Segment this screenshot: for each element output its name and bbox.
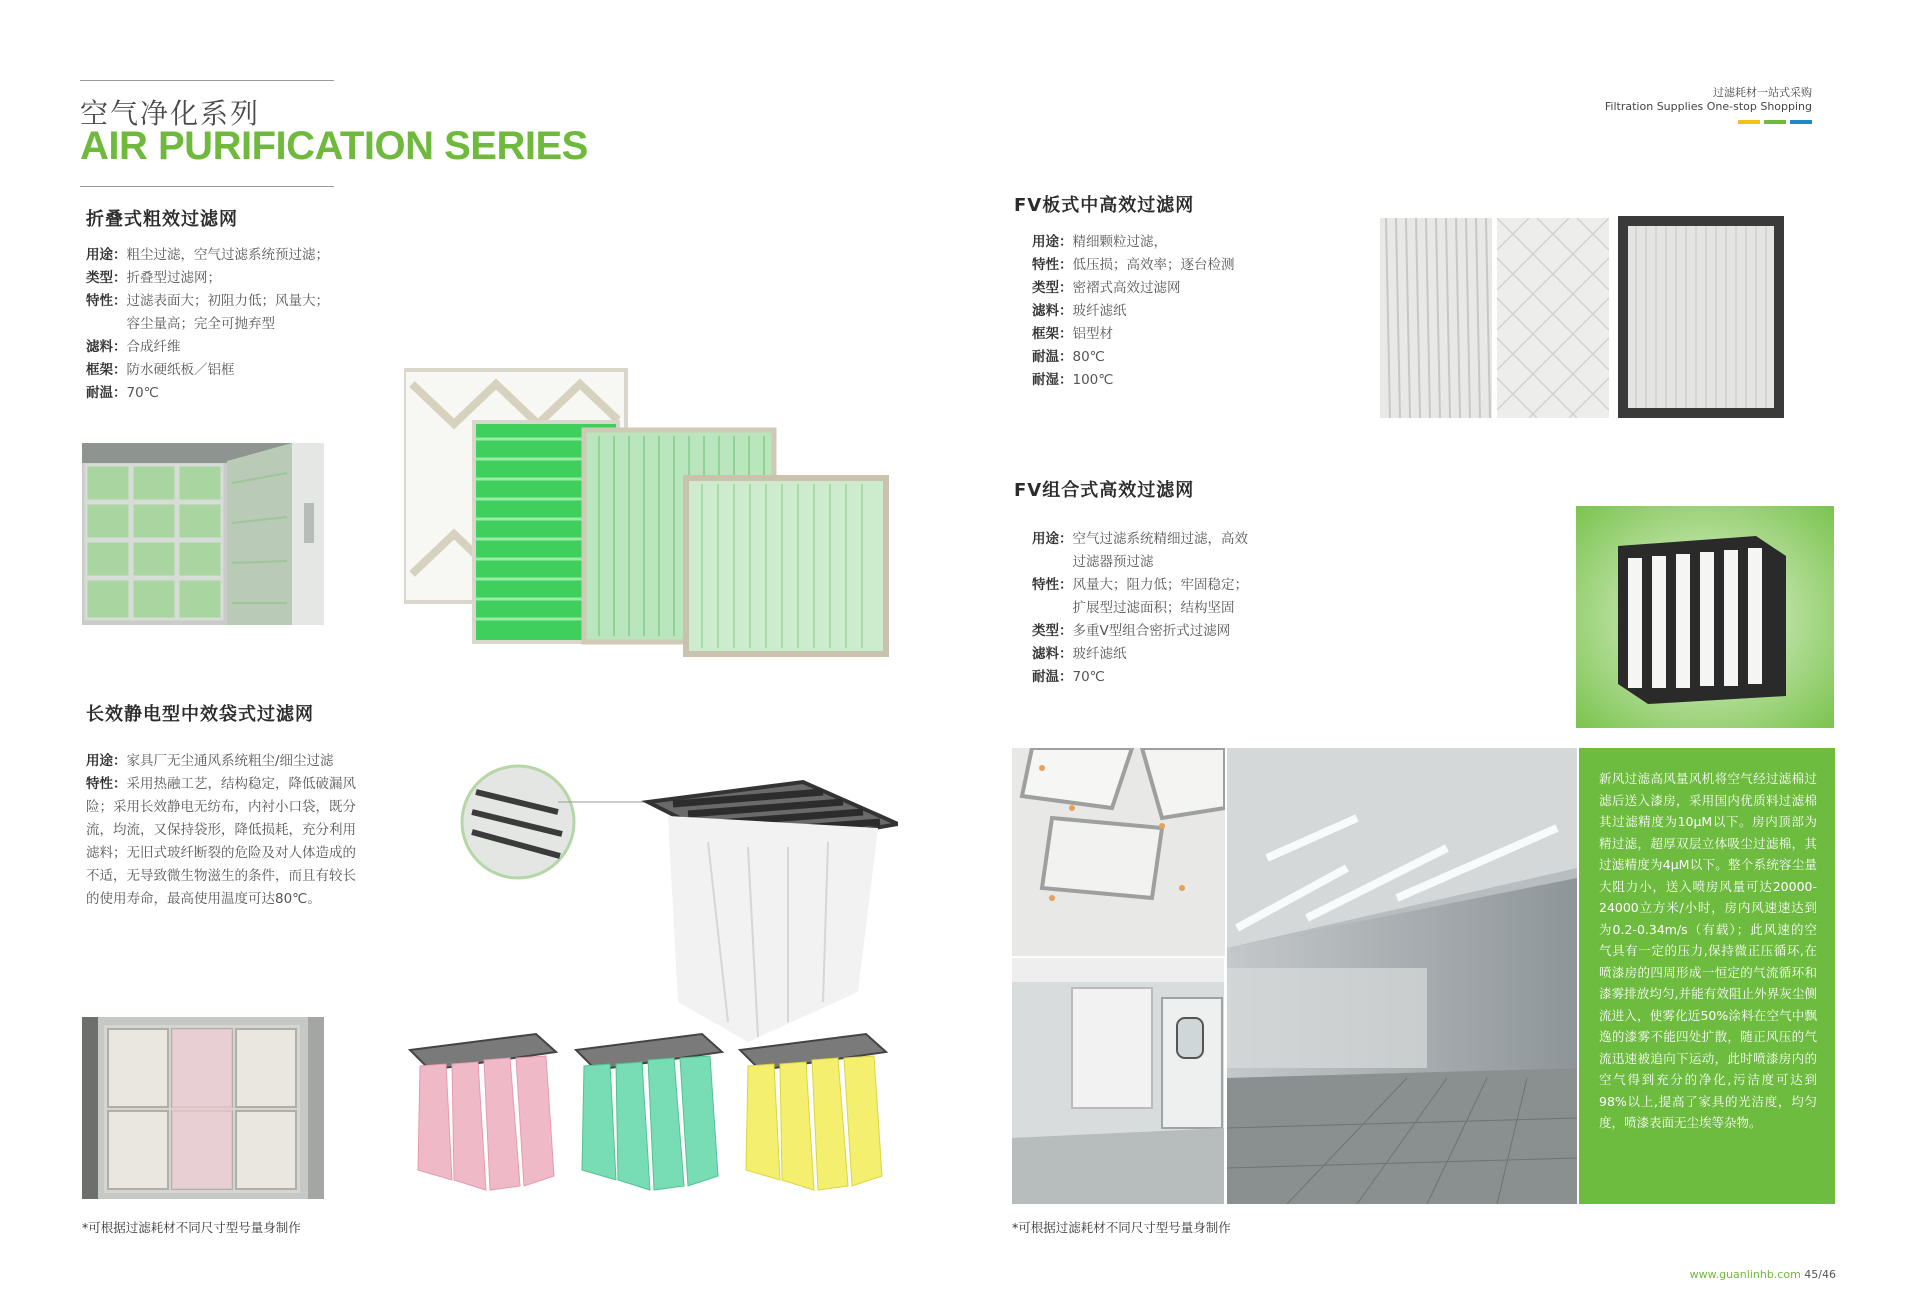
spec-row — [86, 359, 386, 382]
bag-filter-title: 长效静电型中效袋式过滤网 — [86, 704, 314, 725]
bag-filter-description — [86, 750, 356, 911]
spec-key: 耐温： — [1032, 349, 1073, 365]
mesh-media-closeup-photo — [1497, 218, 1609, 418]
custom-size-note-right: *可根据过滤耗材不同尺寸型号量身制作 — [1012, 1220, 1231, 1235]
website-link[interactable]: www.guanlinhb.com — [1689, 1268, 1801, 1281]
fv-panel-title: FV板式中高效过滤网 — [1014, 195, 1195, 216]
spec-value: 70℃ — [126, 385, 159, 401]
spec-value: 密褶式高效过滤网 — [1072, 280, 1181, 296]
spec-key: 特性： — [86, 293, 127, 309]
spec-value: 100℃ — [1072, 372, 1114, 388]
spec-row — [1032, 277, 1312, 300]
spec-value: 80℃ — [1072, 349, 1105, 365]
spec-key: 类型： — [1032, 623, 1073, 639]
spec-key: 滤料： — [1032, 303, 1073, 319]
usage-key: 用途： — [86, 753, 127, 769]
colored-bag-filters-photo — [406, 1030, 902, 1198]
spec-value: 折叠型过滤网； — [126, 270, 221, 286]
page-title-en: AIR PURIFICATION SERIES — [80, 124, 588, 168]
spec-key: 框架： — [86, 362, 127, 378]
spray-booth-photo — [1227, 748, 1577, 1204]
fv-combined-specs — [1032, 528, 1332, 689]
custom-size-note-left: *可根据过滤耗材不同尺寸型号量身制作 — [82, 1220, 301, 1235]
spec-value: 过滤表面大；初阻力低；风量大； 容尘量高；完全可抛弃型 — [126, 293, 329, 332]
spec-row — [1032, 666, 1332, 689]
spec-row — [1032, 528, 1332, 574]
spray-booth-description: 新风过滤高风量风机将空气经过滤棉过滤后送入漆房，采用国内优质料过滤棉其过滤精度为10μM以下。房内顶部为精过滤，超厚双层立体吸尘过滤棉，其过滤精度为4μM以下。整个系统容尘量大阻力小，送入喷房风量可达20000-24000立方米/小时，房内风速速达到为0.2-0.34m/s（有载）；此风速的空气具有一定的压力,保持微正压循环,在喷漆房的四周形成一恒定的气流循环和漆雾排放均匀,并能有效阻止外界灰尘侧流进入，使雾化近50%涂料在空气中飘逸的漆雾不能四处扩散，随正风压的气流迅速被追向下运动，此时喷漆房内的空气得到充分的净化,污洁度可达到98%以上,提高了家具的光洁度，均匀度，喷漆表面无尘埃等杂物。 — [1579, 748, 1835, 1204]
feature-value: 采用热融工艺，结构稳定，降低破漏风险；采用长效静电无纺布，内衬小口袋，既分流，均流，又保持袋形，降低损耗，充分利用滤料；无旧式玻纤断裂的危险及对人体造成的不适，无导致微生物滋生的条件，而且有较长的使用寿命，最高使用温度可达80℃。 — [86, 776, 356, 907]
spec-key: 耐湿： — [1032, 372, 1073, 388]
spec-value: 空气过滤系统精细过滤，高效 过滤器预过滤 — [1072, 531, 1248, 570]
spec-key: 耐温： — [1032, 669, 1073, 685]
spec-key: 特性： — [1032, 257, 1073, 273]
cleanroom-door-photo — [1012, 958, 1224, 1204]
folding-filter-specs — [86, 244, 386, 405]
v-bank-filter-photo — [1576, 506, 1834, 728]
spec-value: 粗尘过滤，空气过滤系统预过滤； — [126, 247, 329, 263]
blue-bar — [1790, 120, 1812, 124]
installed-panel-filters-photo — [82, 443, 324, 625]
spec-row — [1032, 620, 1332, 643]
spec-row — [86, 267, 386, 290]
yellow-bar — [1738, 120, 1760, 124]
spec-key: 耐温： — [86, 385, 127, 401]
spec-value: 玻纤滤纸 — [1072, 646, 1127, 662]
spec-row — [1032, 574, 1332, 620]
spec-key: 滤料： — [1032, 646, 1073, 662]
page-footer — [1690, 1268, 1836, 1281]
spec-row — [1032, 323, 1312, 346]
spec-key: 框架： — [1032, 326, 1073, 342]
header-tag — [1605, 86, 1812, 124]
spec-row — [86, 382, 386, 405]
top-rule — [80, 80, 334, 81]
fv-panel-specs — [1032, 231, 1312, 392]
spec-key: 滤料： — [86, 339, 127, 355]
folding-filter-products-photo — [404, 364, 890, 660]
spec-value: 多重V型组合密折式过滤网 — [1072, 623, 1231, 639]
spec-value: 精细颗粒过滤， — [1072, 234, 1167, 250]
pleated-media-closeup-photo — [1380, 218, 1492, 418]
spec-key: 类型： — [1032, 280, 1073, 296]
green-bar — [1764, 120, 1786, 124]
spec-key: 用途： — [1032, 234, 1073, 250]
bag-filter-product-photo — [458, 752, 898, 1052]
spec-row — [86, 336, 386, 359]
header-tag-cn: 过滤耗材一站式采购 — [1713, 86, 1812, 99]
page-numbers: 45/46 — [1804, 1268, 1836, 1281]
spec-value: 合成纤维 — [126, 339, 181, 355]
fv-combined-title: FV组合式高效过滤网 — [1014, 480, 1195, 501]
spec-key: 类型： — [86, 270, 127, 286]
title-bottom-rule — [80, 186, 334, 187]
spec-value: 铝型材 — [1072, 326, 1113, 342]
spec-row — [1032, 643, 1332, 666]
spec-row — [1032, 231, 1312, 254]
spec-value: 玻纤滤纸 — [1072, 303, 1127, 319]
header-tag-en: Filtration Supplies One-stop Shopping — [1604, 100, 1812, 113]
spec-value: 风量大；阻力低；牢固稳定； 扩展型过滤面积；结构坚固 — [1072, 577, 1248, 616]
spec-row — [86, 290, 386, 336]
spec-row — [86, 244, 386, 267]
spec-row — [1032, 300, 1312, 323]
spec-value: 70℃ — [1072, 669, 1105, 685]
cleanroom-ceiling-photo — [1012, 748, 1225, 956]
spec-key: 特性： — [1032, 577, 1073, 593]
hepa-panel-filter-photo — [1616, 214, 1786, 420]
spec-key: 用途： — [1032, 531, 1073, 547]
spec-row — [1032, 346, 1312, 369]
feature-key: 特性： — [86, 776, 127, 792]
usage-value: 家具厂无尘通风系统粗尘/细尘过滤 — [126, 753, 334, 769]
spec-key: 用途： — [86, 247, 127, 263]
folding-filter-title: 折叠式粗效过滤网 — [86, 209, 238, 230]
page-title-cn: 空气净化系列 — [80, 97, 261, 130]
installed-bag-filters-photo — [82, 1017, 324, 1199]
spec-value: 防水硬纸板／铝框 — [126, 362, 235, 378]
spec-row — [1032, 369, 1312, 392]
spec-value: 低压损；高效率；逐台检测 — [1072, 257, 1235, 273]
spec-row — [1032, 254, 1312, 277]
header-color-bars — [1605, 120, 1812, 124]
